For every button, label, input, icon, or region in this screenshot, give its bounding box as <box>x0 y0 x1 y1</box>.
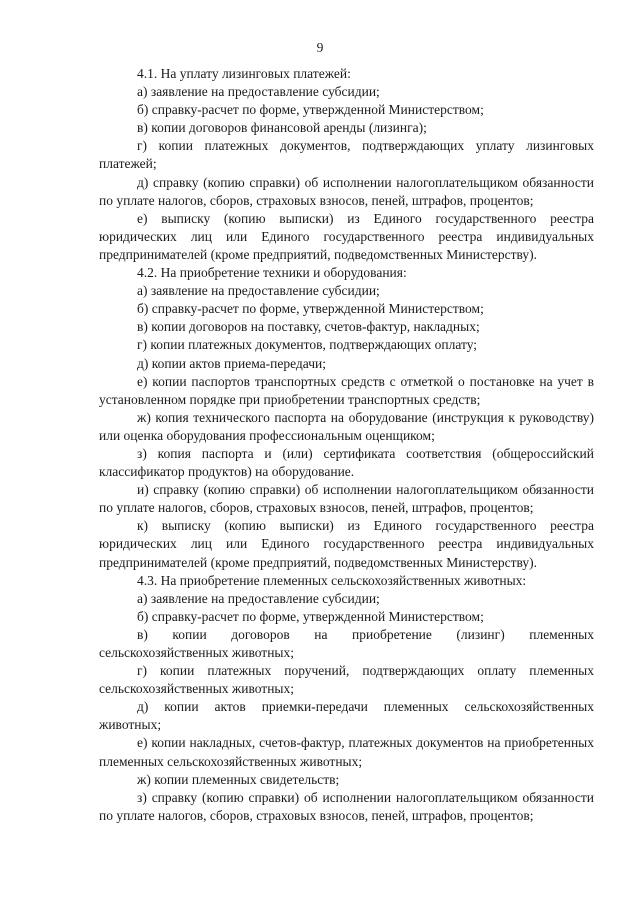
document-body <box>99 65 594 825</box>
list-item: д) справку (копию справки) об исполнении налогоплательщиком обязанности по уплате налогов, сборов, страховых взносов, пеней, штрафов, процентов; <box>99 174 594 208</box>
list-item: и) справку (копию справки) об исполнении налогоплательщиком обязанности по уплате налогов, сборов, страховых взносов, пеней, штрафов, процентов; <box>99 482 594 516</box>
list-item: б) справку-расчет по форме, утвержденной Министерством; <box>137 102 484 118</box>
section-heading: 4.1. На уплату лизинговых платежей: <box>137 66 351 81</box>
list-item: б) справку-расчет по форме, утвержденной Министерством; <box>137 301 484 317</box>
list-item: ж) копии племенных свидетельств; <box>137 771 340 787</box>
list-item: з) справку (копию справки) об исполнении налогоплательщиком обязанности по уплате налогов, сборов, страховых взносов, пеней, штрафов, процентов; <box>99 789 594 823</box>
list-item: г) копии платежных документов, подтверждающих оплату; <box>137 337 478 353</box>
list-item: з) копия паспорта и (или) сертификата соответствия (общероссийский классификатор продуктов) на оборудование. <box>99 445 594 480</box>
list-item: а) заявление на предоставление субсидии; <box>137 84 380 100</box>
list-item: в) копии договоров на поставку, счетов-фактур, накладных; <box>137 319 480 335</box>
list-item: а) заявление на предоставление субсидии; <box>137 283 380 299</box>
section-heading: 4.3. На приобретение племенных сельскохозяйственных животных: <box>137 572 527 588</box>
list-item: в) копии договоров на приобретение (лизинг) племенных сельскохозяйственных животных; <box>99 626 594 660</box>
list-item: а) заявление на предоставление субсидии; <box>137 590 380 606</box>
list-item: б) справку-расчет по форме, утвержденной Министерством; <box>137 608 484 624</box>
list-item: к) выписку (копию выписки) из Единого государственного реестра юридических лиц или Единого государственного реестра индивидуальных предпринимателей (кроме предприятий, подведомственных Министерству). <box>99 518 594 570</box>
page-number: 9 <box>316 40 324 55</box>
list-item: г) копии платежных документов, подтверждающих уплату лизинговых платежей; <box>99 138 594 172</box>
list-item: д) копии актов приемки-передачи племенных сельскохозяйственных животных; <box>99 699 594 733</box>
list-item: е) выписку (копию выписки) из Единого государственного реестра юридических лиц или Единого государственного реестра индивидуальных предпринимателей (кроме предприятий, подведомственных Министерству). <box>99 210 594 262</box>
list-item: д) копии актов приема-передачи; <box>137 355 326 371</box>
list-item: г) копии платежных поручений, подтверждающих оплату племенных сельскохозяйственных животных; <box>99 663 594 697</box>
section-heading: 4.2. На приобретение техники и оборудования: <box>137 265 407 281</box>
list-item: ж) копия технического паспорта на оборудование (инструкция к руководству) или оценка оборудования профессиональным оценщиком; <box>99 409 594 443</box>
list-item: е) копии накладных, счетов-фактур, платежных документов на приобретенных племенных сельскохозяйственных животных; <box>99 735 594 769</box>
list-item: в) копии договоров финансовой аренды (лизинга); <box>137 120 427 136</box>
list-item: е) копии паспортов транспортных средств с отметкой о постановке на учет в установленном порядке при приобретении транспортных средств; <box>99 373 594 407</box>
